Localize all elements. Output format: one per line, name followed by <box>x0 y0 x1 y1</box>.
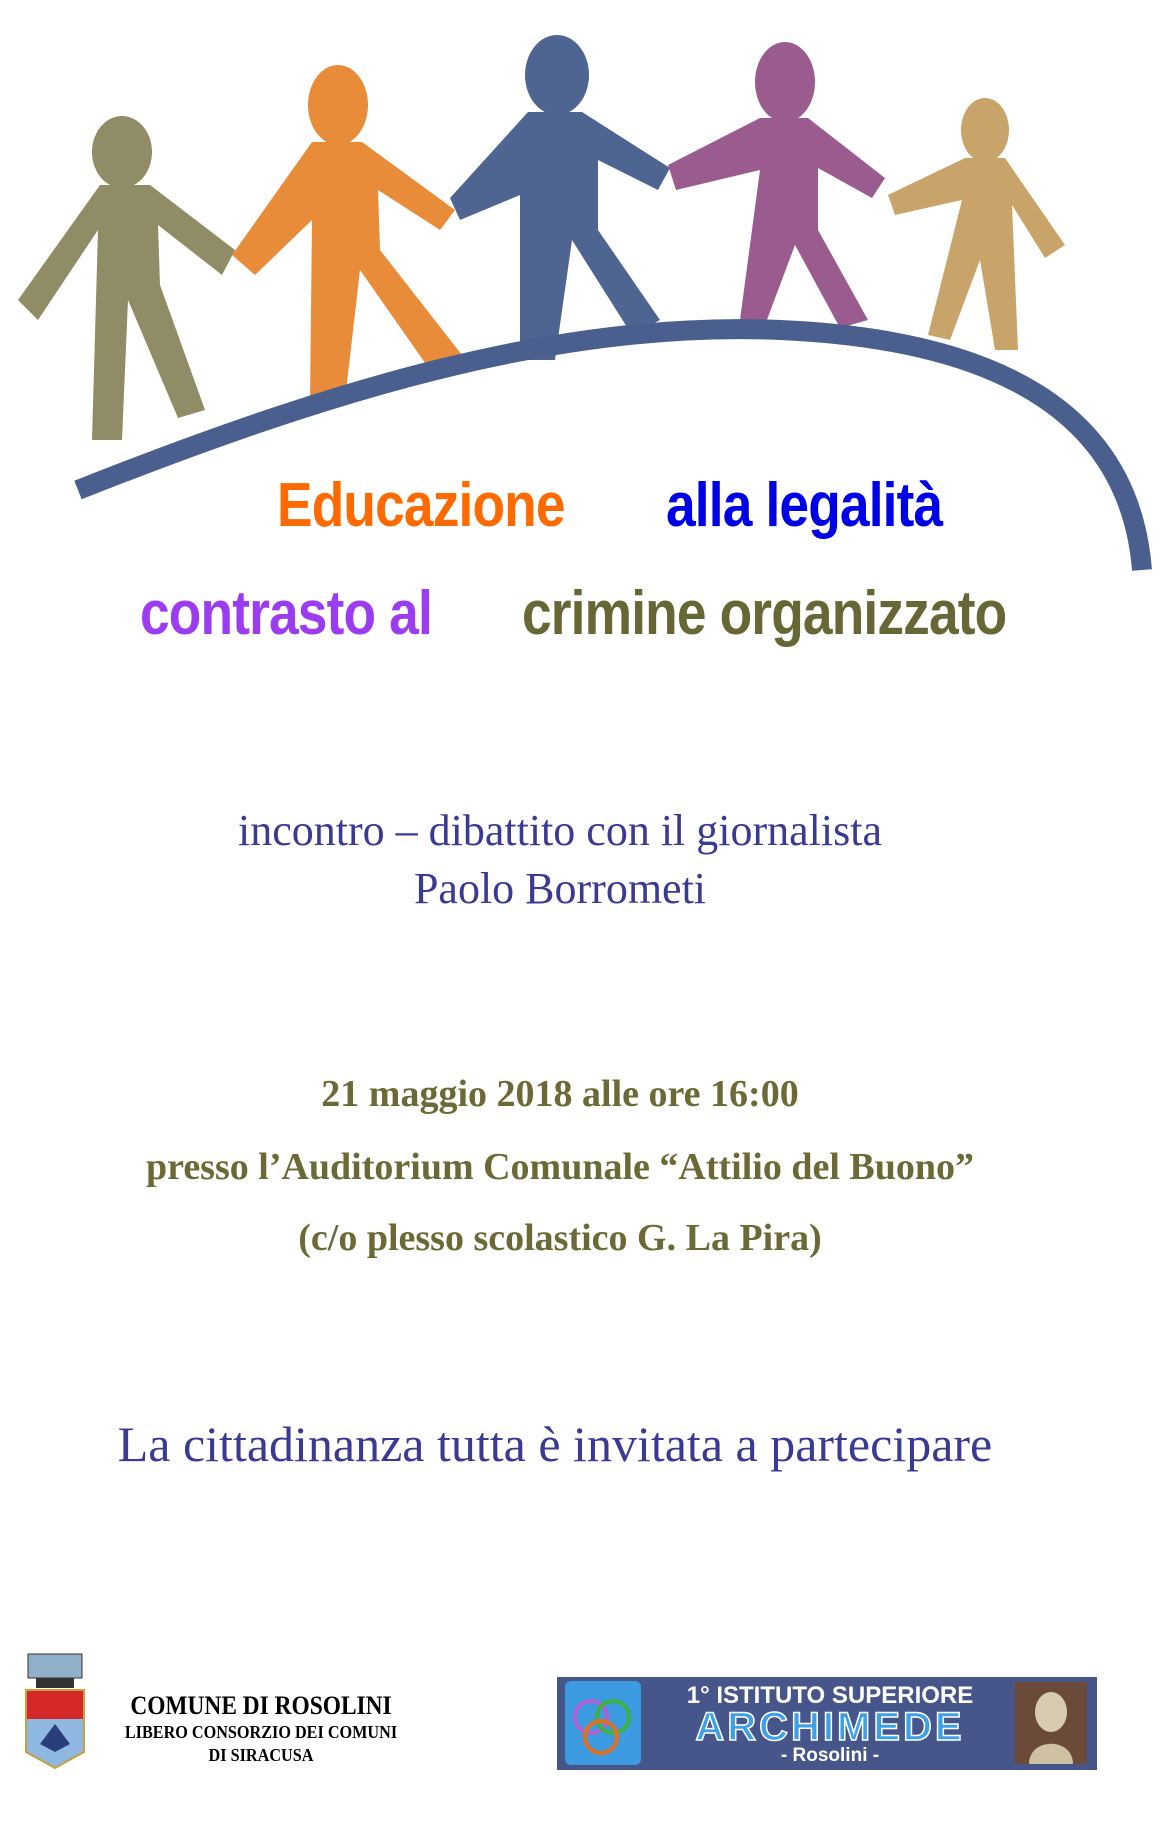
comune-consorzio: LIBERO CONSORZIO DEI COMUNI <box>124 1722 398 1742</box>
venue-note: (c/o plesso scolastico G. La Pira) <box>298 1217 822 1259</box>
arc-swoosh <box>78 329 1142 570</box>
journalist-name: Paolo Borrometi <box>413 864 707 913</box>
archimede-school-banner <box>557 1677 1097 1770</box>
figure-blue <box>450 35 670 360</box>
event-date: 21 maggio 2018 alle ore 16:00 <box>321 1073 799 1115</box>
archimedes-bust-image <box>1015 1682 1087 1764</box>
comune-province: DI SIRACUSA <box>208 1745 314 1765</box>
invitation-text: La cittadinanza tutta è invitata a partecipare <box>117 1416 993 1472</box>
figure-olive <box>18 116 235 440</box>
figure-purple <box>668 42 885 328</box>
rings-logo-icon <box>565 1681 641 1765</box>
title-educazione: Educazione <box>277 471 565 540</box>
event-description: incontro – dibattito con il giornalista <box>238 806 882 855</box>
figure-orange <box>232 65 462 400</box>
school-name: ARCHIMEDE <box>695 1705 965 1749</box>
school-city: - Rosolini - <box>780 1745 880 1766</box>
title-crimine-organizzato: crimine organizzato <box>522 579 1007 648</box>
title-alla-legalita: alla legalità <box>666 471 943 540</box>
event-venue: presso l’Auditorium Comunale “Attilio del Buono” <box>146 1146 974 1188</box>
figure-tan <box>888 98 1065 350</box>
school-type: 1° ISTITUTO SUPERIORE <box>686 1682 974 1709</box>
comune-name: COMUNE DI ROSOLINI <box>130 1691 392 1720</box>
title-contrasto-al: contrasto al <box>140 579 432 648</box>
comune-coat-of-arms-icon <box>22 1652 88 1770</box>
people-holding-hands-illustration <box>0 0 1170 600</box>
